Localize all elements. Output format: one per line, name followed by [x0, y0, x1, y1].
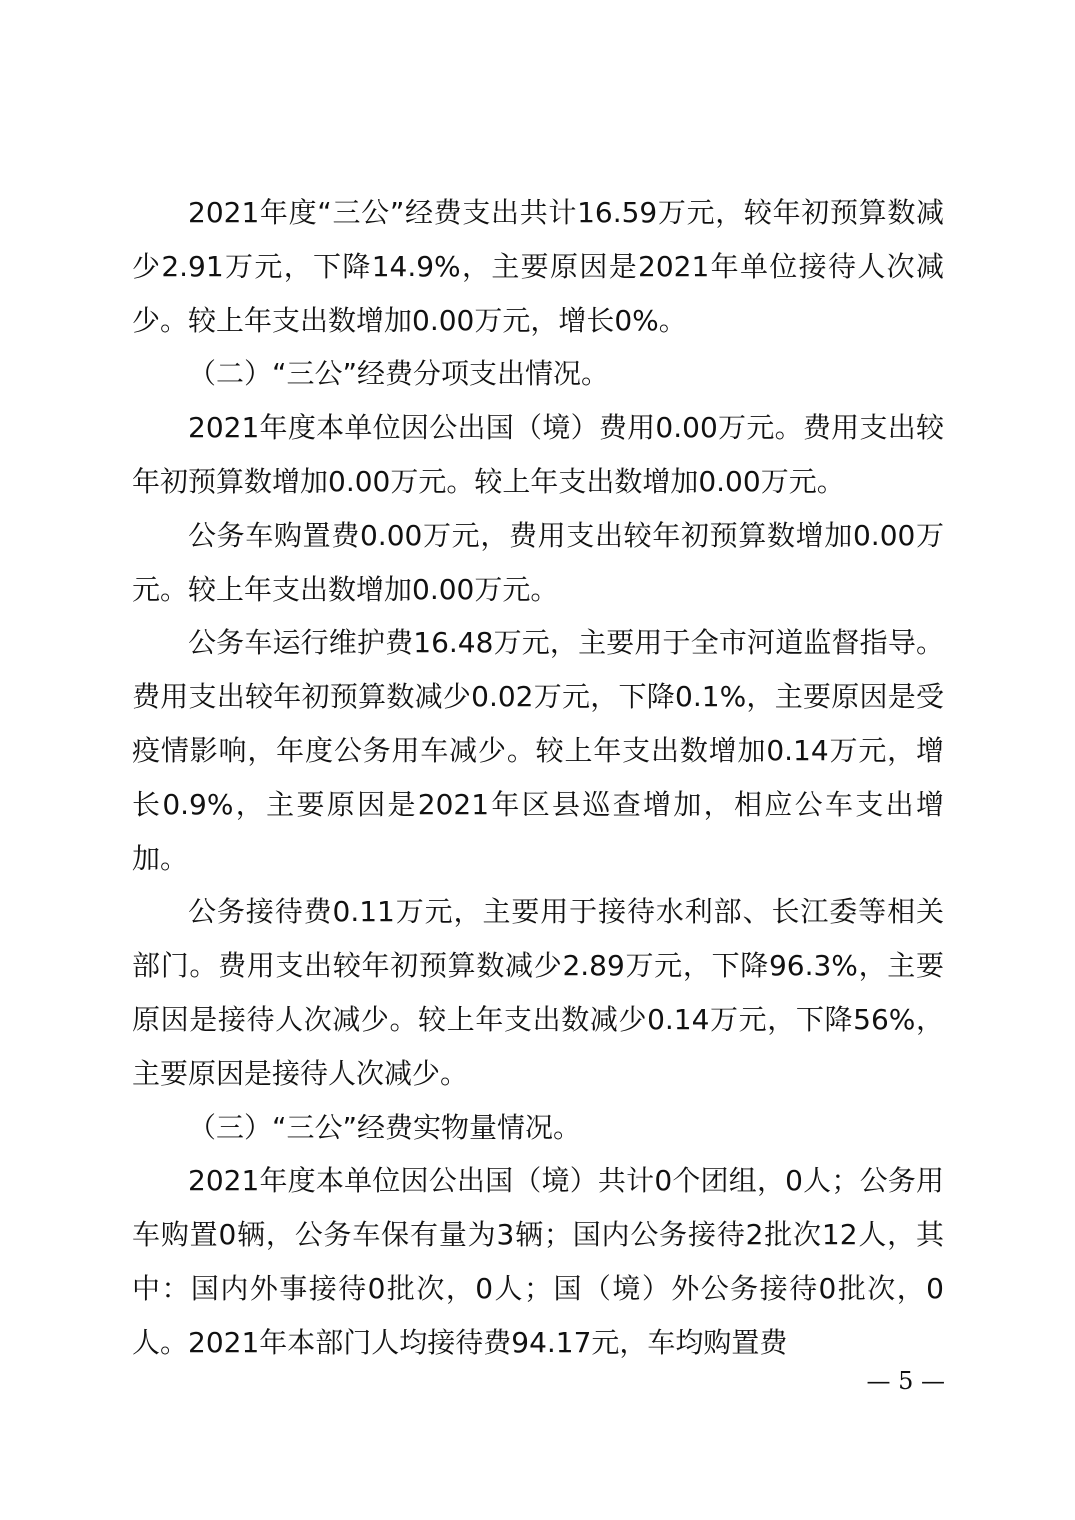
page-number: — 5 —	[866, 1367, 945, 1395]
paragraph-overseas-travel: 2021年度本单位因公出国（境）费用0.00万元。费用支出较年初预算数增加0.00万元。较上年支出数增加0.00万元。	[132, 411, 944, 498]
paragraph-vehicle-operation: 公务车运行维护费16.48万元，主要用于全市河道监督指导。费用支出较年初预算数减少0.02万元，下降0.1%，主要原因是受疫情影响，年度公务用车减少。较上年支出数增加0.14万元，增长0.9%，主要原因是2021年区县巡查增加，相应公车支出增加。	[132, 626, 944, 875]
paragraph-reception: 公务接待费0.11万元，主要用于接待水利部、长江委等相关部门。费用支出较年初预算数减少2.89万元，下降96.3%，主要原因是接待人次减少。较上年支出数减少0.14万元，下降56%，主要原因是接待人次减少。	[132, 895, 944, 1090]
paragraph-physical-quantity: 2021年度本单位因公出国（境）共计0个团组，0人；公务用车购置0辆，公务车保有量为3辆；国内公务接待2批次12人，其中：国内外事接待0批次，0人；国（境）外公务接待0批次，0人。2021年本部门人均接待费94.17元，车均购置费	[132, 1164, 944, 1359]
section-heading-itemized: （二）“三公”经费分项支出情况。	[188, 357, 610, 391]
section-heading-physical-quantity: （三）“三公”经费实物量情况。	[188, 1110, 582, 1144]
paragraph-total-expenditure: 2021年度“三公”经费支出共计16.59万元，较年初预算数减少2.91万元，下降14.9%，主要原因是2021年单位接待人次减少。较上年支出数增加0.00万元，增长0%。	[132, 196, 944, 337]
paragraph-vehicle-purchase: 公务车购置费0.00万元，费用支出较年初预算数增加0.00万元。较上年支出数增加0.00万元。	[132, 518, 944, 606]
body-text	[132, 186, 944, 1370]
